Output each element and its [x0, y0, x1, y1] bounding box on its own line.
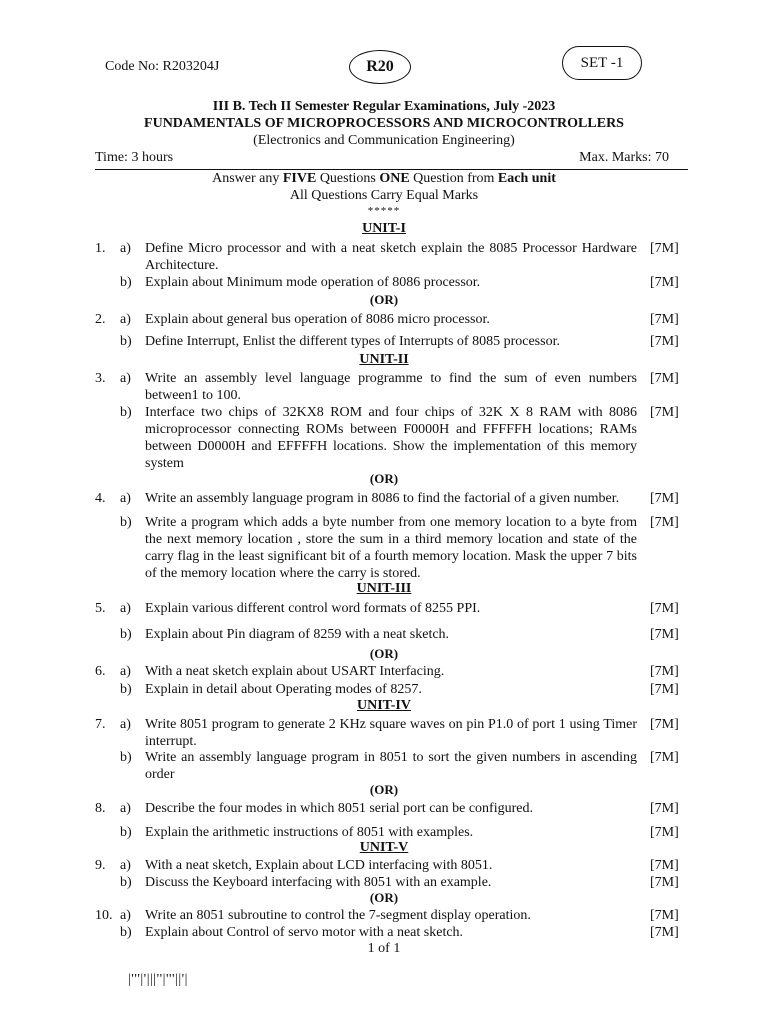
part-label: b): [120, 750, 132, 765]
unit-4-heading: UNIT-IV: [357, 698, 411, 713]
instr-text-2: Questions: [316, 171, 380, 186]
question-marks: [7M]: [650, 682, 679, 697]
question-text: Explain various different control word formats of 8255 PPI.: [145, 601, 481, 616]
or-separator: (OR): [369, 646, 399, 661]
question-text: Explain about Control of servo motor with a neat sketch.: [145, 925, 464, 940]
exam-title: III B. Tech II Semester Regular Examinations, July -2023: [212, 99, 556, 114]
part-label: b): [120, 275, 132, 290]
part-label: b): [120, 875, 132, 890]
question-text: Describe the four modes in which 8051 serial port can be configured.: [145, 801, 533, 816]
question-text: With a neat sketch explain about USART Interfacing.: [145, 664, 445, 679]
question-number: 10.: [95, 908, 113, 923]
part-label: b): [120, 405, 132, 420]
part-label: a): [120, 801, 131, 816]
or-separator: (OR): [369, 782, 399, 797]
question-number: 2.: [95, 312, 106, 327]
max-marks: Max. Marks: 70: [579, 150, 669, 165]
question-number: 8.: [95, 801, 106, 816]
question-marks: [7M]: [650, 664, 679, 679]
part-label: b): [120, 334, 132, 349]
instructions-line: [0, 171, 768, 187]
question-number: 3.: [95, 371, 106, 386]
part-label: a): [120, 241, 131, 256]
question-marks: [7M]: [650, 334, 679, 349]
question-text: Write an assembly language program in 8086 to find the factorial of a given number.: [145, 491, 620, 506]
question-marks: [7M]: [650, 371, 679, 386]
question-number: 7.: [95, 717, 106, 732]
or-separator: (OR): [369, 471, 399, 486]
page-number: 1 of 1: [367, 941, 401, 956]
question-number: 9.: [95, 858, 106, 873]
question-marks: [7M]: [650, 275, 679, 290]
question-number: 5.: [95, 601, 106, 616]
question-text: Explain about general bus operation of 8086 micro processor.: [145, 312, 490, 327]
question-text: Write an 8051 subroutine to control the 7-segment display operation.: [145, 908, 531, 923]
part-label: b): [120, 627, 132, 642]
instr-bold-one: ONE: [379, 171, 410, 186]
part-label: a): [120, 858, 131, 873]
question-marks: [7M]: [650, 627, 679, 642]
question-text: Explain about Minimum mode operation of 8086 processor.: [145, 275, 481, 290]
separator-stars: *****: [367, 205, 401, 217]
question-text: Write an assembly language program in 8051 to sort the given numbers in ascending order: [145, 750, 637, 782]
question-text: Define Micro processor and with a neat sketch explain the 8085 Processor Hardware Architecture.: [145, 241, 637, 273]
question-text: Define Interrupt, Enlist the different types of Interrupts of 8085 processor.: [145, 334, 560, 349]
code-number: Code No: R203204J: [105, 59, 220, 74]
part-label: a): [120, 601, 131, 616]
question-marks: [7M]: [650, 858, 679, 873]
question-text: Discuss the Keyboard interfacing with 8051 with an example.: [145, 875, 492, 890]
unit-3-heading: UNIT-III: [356, 581, 412, 596]
subject-title: FUNDAMENTALS OF MICROPROCESSORS AND MICROCONTROLLERS: [144, 116, 624, 131]
question-marks: [7M]: [650, 241, 679, 256]
instr-text-1: Answer any: [212, 171, 283, 186]
question-text: Explain about Pin diagram of 8259 with a neat sketch.: [145, 627, 450, 642]
regulation-badge: R20: [349, 50, 411, 84]
instr-text-3: Question from: [409, 171, 498, 186]
question-text: Explain in detail about Operating modes of 8257.: [145, 682, 422, 697]
question-number: 1.: [95, 241, 106, 256]
unit-2-heading: UNIT-II: [359, 352, 409, 367]
question-marks: [7M]: [650, 491, 679, 506]
question-text: Write an assembly level language programme to find the sum of even numbers between1 to 100.: [145, 371, 637, 403]
part-label: a): [120, 491, 131, 506]
question-marks: [7M]: [650, 515, 679, 530]
instr-bold-each-unit: Each unit: [497, 171, 556, 186]
question-marks: [7M]: [650, 875, 679, 890]
unit-5-heading: UNIT-V: [359, 840, 409, 855]
question-text: Interface two chips of 32KX8 ROM and four chips of 32K X 8 RAM with 8086 microprocessor connecting ROMs between F0000H and FFFFFH locations; RAMs between D0000H and EFFFFH locations. Show the implementation of this memory system: [145, 405, 637, 471]
question-text: Write 8051 program to generate 2 KHz square waves on pin P1.0 of port 1 using Timer interrupt.: [145, 717, 637, 749]
question-text: Explain the arithmetic instructions of 8051 with examples.: [145, 825, 474, 840]
question-marks: [7M]: [650, 405, 679, 420]
or-separator: (OR): [369, 292, 399, 307]
question-marks: [7M]: [650, 908, 679, 923]
part-label: a): [120, 717, 131, 732]
question-marks: [7M]: [650, 601, 679, 616]
question-marks: [7M]: [650, 801, 679, 816]
equal-marks-note: All Questions Carry Equal Marks: [289, 188, 479, 203]
question-marks: [7M]: [650, 750, 679, 765]
question-number: 6.: [95, 664, 106, 679]
question-marks: [7M]: [650, 825, 679, 840]
part-label: a): [120, 312, 131, 327]
question-text: With a neat sketch, Explain about LCD interfacing with 8051.: [145, 858, 493, 873]
question-number: 4.: [95, 491, 106, 506]
exam-duration: Time: 3 hours: [95, 150, 174, 165]
question-text: Write a program which adds a byte number from one memory location to a byte from the next memory location , store the sum in a third memory location and state of the carry flag in the least significant bit of a fourth memory location. Mask the upper 7 bits of the memory location where the carry is stored.: [145, 515, 637, 581]
set-badge: SET -1: [562, 46, 642, 80]
header-divider: [95, 169, 688, 170]
part-label: b): [120, 825, 132, 840]
question-marks: [7M]: [650, 312, 679, 327]
barcode-text: |'''|'|||''|'''||'|: [128, 972, 188, 987]
part-label: a): [120, 371, 131, 386]
part-label: b): [120, 925, 132, 940]
instr-bold-five: FIVE: [282, 171, 317, 186]
part-label: b): [120, 682, 132, 697]
branch-name: (Electronics and Communication Engineering): [253, 133, 515, 148]
unit-1-heading: UNIT-I: [362, 221, 406, 236]
question-marks: [7M]: [650, 717, 679, 732]
or-separator: (OR): [369, 890, 399, 905]
part-label: a): [120, 908, 131, 923]
question-marks: [7M]: [650, 925, 679, 940]
part-label: a): [120, 664, 131, 679]
part-label: b): [120, 515, 132, 530]
